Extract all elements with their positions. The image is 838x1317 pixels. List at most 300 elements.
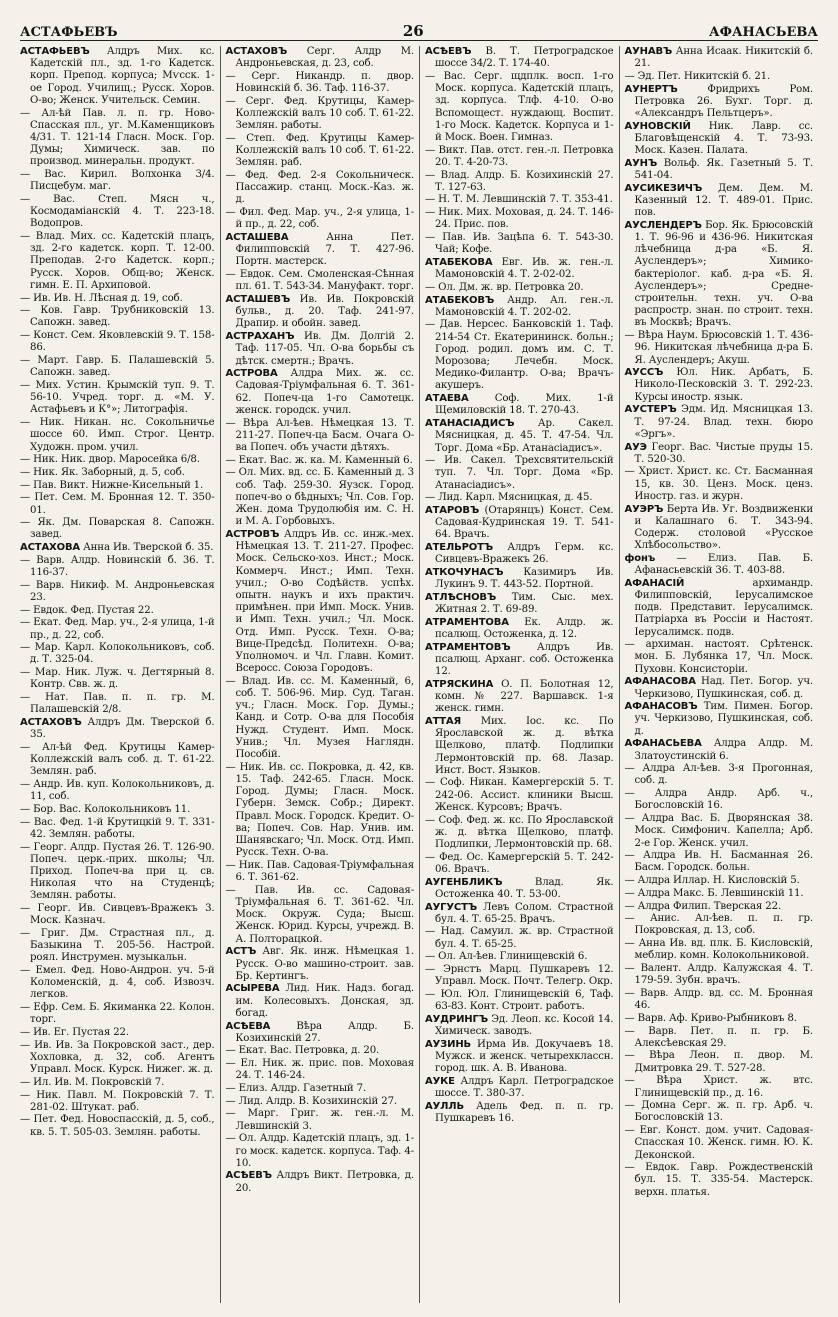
entry-text: Эдм. Ид. Мясницкая 13. Т. 97-24. Влад. техн. бюро «Эргъ».	[634, 404, 813, 440]
entry-text: Ал-ѣй Фед. Крутицы Камер-Коллежскій валъ соб. д. Т. 61-22. Землян. раб.	[30, 741, 215, 778]
entry-text: Евдок. Фед. Пустая 22.	[33, 604, 154, 616]
entry-text: Ник. Пав. Садовая-Тріумфальная 6. Т. 361-62.	[235, 859, 414, 884]
directory-entry	[226, 762, 415, 860]
entry-text: Юл. Юл. Глинищевскій 6, Таф. 63-83. Конт. Строит. работъ.	[435, 988, 614, 1013]
directory-entry	[20, 380, 215, 417]
entry-surname: АУСЛЕНДЕРЪ	[624, 219, 702, 231]
directory-entry	[625, 367, 814, 404]
entry-text: Пав. Ив. сс. Садовая-Тріумфальная 6. Т. 361-62. Чл. Моск. Окруж. Суда; Высш. Женск. Юрид. Курсы, учрежд. В. А. Полторацкой.	[235, 884, 414, 945]
entry-text: Евдок. Сем. Смоленская-Сѣнная пл. 61. Т. 543-34. Мануфакт. торг.	[235, 269, 414, 293]
directory-entry	[425, 902, 614, 926]
entry-text: Ив. Ег. Пустая 22.	[33, 1027, 129, 1039]
entry-text: Берта Ив. Уг. Воздвиженки и Калашнаго 6. Т. 343-94. Содерж. столовой «Русское Хлѣбосольство».	[634, 503, 813, 552]
directory-entry	[226, 170, 415, 207]
entry-text: Дав. Нерсес. Банковскій 1. Таф. 214-54 Ст. Екатерининск. больн.; Город. родил. домъ им. С. Т. Морозова; Лечебн. Моск. Медико-Филантр. О-ва; Врачъ-акушеръ.	[435, 319, 614, 392]
entry-surname: АФАНАСОВА	[624, 676, 696, 688]
directory-entry	[226, 1045, 415, 1057]
entry-text: Соф. Фед. ж. кс. По Ярославской ж. д. вѣтка Щелково, платф. Подлипки, Лермонтовскій пр. 68.	[435, 814, 614, 850]
directory-entry	[20, 605, 215, 617]
directory-entry	[20, 108, 215, 169]
directory-entry	[20, 46, 215, 107]
entry-text: Вѣра Ал-ѣев. Нѣмецкая 13. Т. 211-27. Попеч-ца Басм. Очага О-ва Попеч. объ участи дѣтяхъ.	[235, 417, 414, 453]
entry-text: Георг. Ив. Сивцевъ-Вражекъ 3. Моск. Казнач.	[30, 903, 215, 927]
entry-text: Пет. Фед. Новоспасскій, д. 5, соб., кв. 5. Т. 505-03. Землян. работы.	[30, 1114, 215, 1138]
directory-entry	[425, 492, 614, 504]
entry-surname: АФАНАСІЙ	[624, 577, 685, 589]
directory-entry	[425, 951, 614, 963]
directory-entry	[425, 1076, 614, 1100]
entry-surname: АСТРОВА	[225, 368, 278, 380]
entry-text: (Отарянцъ) Конст. Сем. Садовая-Кудринская 19. Т. 541-64. Врачъ.	[435, 505, 614, 541]
directory-entry	[425, 170, 614, 194]
entry-text: Алдра Алдр. М. Златоустинскій 6.	[634, 738, 813, 762]
entry-text: Мих. Іос. кс. По Ярославской ж. д. вѣтка Щелково, платф. Подлипки Лермонтовскій пр. 68. Лазар. Инст. Вост. Языков.	[435, 715, 614, 776]
entry-text: Ел. Ник. ж. прис. пов. Моховая 24. Т. 146-24.	[235, 1058, 414, 1082]
directory-entry	[20, 355, 215, 379]
directory-entry	[425, 295, 614, 319]
directory-entry	[625, 676, 814, 700]
directory-entry	[625, 71, 814, 83]
entry-surname: АТРЯСКИНА	[425, 678, 494, 690]
entry-text: Анна Ив. вд. плк. Б. Кисловскій, меблир. комн. Колокольниковой.	[634, 938, 813, 962]
directory-entry	[625, 813, 814, 850]
entry-surname: АТЛѢСНОВЪ	[425, 591, 497, 603]
directory-entry	[625, 738, 814, 762]
entry-surname: АУНЪ	[624, 157, 658, 169]
entry-text: Григ. Дм. Страстная пл., д. Базыкина Т. 205-56. Настрой. роял. Инструмен. музыкальн.	[30, 927, 215, 964]
entry-text: архимандр. Филипповскій, Іерусалимское подв. Представит. Іерусалимск. Патріарха въ Россіи и Настоят. Іерусалимск. подв.	[634, 577, 813, 638]
directory-entry	[20, 779, 215, 803]
directory-entry	[625, 220, 814, 330]
directory-entry	[226, 455, 415, 467]
entry-text: Ник. Мих. Моховая, д. 24. Т. 146-24. Прис. пов.	[435, 207, 614, 231]
entry-surname: АСТАХОВЪ	[225, 46, 288, 57]
entry-surname: АФАНАСЬЕВА	[624, 738, 702, 750]
directory-entry	[226, 133, 415, 170]
entry-text: Алдра Андр. Арб. ч., Богословскій 16.	[634, 788, 813, 812]
directory-entry	[425, 393, 614, 417]
directory-entry	[625, 1026, 814, 1050]
column-2	[220, 46, 420, 1303]
entry-text: Алдръ Ив. сс. инж.-мех. Нѣмецкая 13. Т. 211-27. Профес. Моск. Сельско-хоз. Инст.; Моск. Коммерч. Инст.; Имп. Техн. учил.; О-во Содѣйств. успѣх. опытн. наукъ и ихъ практич. примѣнен. при Имп. Моск. Унив. и Имп. Техн. учил.; Чл. Моск. Отд. Имп. Русск. Техн. О-ва; Вице-Предсѣд. Политехн. О-ва; Уполномоч. и Чл. Главн. Комит. Всеросс. Союза Городовъ.	[235, 528, 414, 675]
directory-entry	[625, 442, 814, 466]
entry-text: Ив. Ив. Покровскій бульв., д. 20. Таф. 241-97. Драпир. и обойн. завед.	[235, 294, 414, 330]
entry-surname: АТТАЯ	[425, 715, 462, 727]
directory-entry	[20, 1027, 215, 1039]
entry-text: Эрнстъ Марц. Пушкаревъ 12. Управл. Моск. Почт. Телегр. Окр.	[435, 964, 614, 988]
directory-entry	[226, 1170, 415, 1194]
entry-text: Конст. Сем. Яковлевскій 9. Т. 158-86.	[30, 330, 215, 354]
entry-text: Алдра Мих. ж. сс. Садовая-Тріумфальная 6. Т. 361-62. Попеч-ца 1-го Самотецк. женск. городск. учил.	[235, 368, 414, 416]
entry-surname: АТАРОВЪ	[425, 505, 480, 517]
directory-entry	[425, 282, 614, 294]
entry-text: Алдръ Герм. кс. Сивцевъ-Вражекъ 26.	[435, 542, 614, 566]
directory-entry	[20, 667, 215, 691]
page-header	[20, 18, 818, 41]
directory-entry	[20, 903, 215, 927]
entry-surname: АСТАШЕВА	[225, 232, 289, 244]
entry-text: Лид. Карл. Мясницкая, д. 45.	[438, 492, 593, 504]
directory-entry	[625, 913, 814, 937]
entry-text: Левъ Солом. Страстной бул. 4. Т. 65-25. Врачъ.	[435, 901, 614, 925]
entry-text: Ник. Ник. двор. Маросейка 6/8.	[33, 454, 200, 466]
entry-text: Фил. Фед. Мар. уч., 2-я улица, 1-й пр., д. 22, соб.	[235, 207, 414, 231]
directory-entry	[20, 642, 215, 666]
entry-text: Эд. Леоп. кс. Косой 14. Химическ. заводъ.	[435, 1013, 614, 1038]
entry-text: Алдра Ив. Н. Басманная 26. Басм. Городск. больн.	[634, 850, 813, 874]
entry-surname: фонъ	[624, 552, 656, 564]
entry-surname: АУДРИНГЪ	[425, 1013, 488, 1025]
directory-entry	[20, 692, 215, 716]
entry-text: Марг. Григ. ж. ген.-л. М. Левшинскій 3.	[235, 1108, 414, 1132]
entry-text: Ив. Сакел. Трехсвятительскій туп. 7. Чл. Торг. Дома «Бр. Атанасіадисъ».	[435, 455, 614, 491]
entry-surname: АУСТЕРЪ	[624, 404, 677, 416]
directory-entry	[625, 639, 814, 676]
directory-entry	[625, 121, 814, 158]
entry-text: Казимиръ Ив. Лукинъ 9. Т. 443-52. Портной.	[435, 567, 614, 591]
entry-surname: АТРАМЕНТОВЪ	[425, 641, 511, 653]
directory-entry	[625, 938, 814, 962]
header-right-running-head: АФАНАСЬЕВА	[709, 25, 818, 40]
entry-surname: АСТАХОВА	[20, 542, 81, 554]
directory-entry	[625, 850, 814, 874]
directory-entry	[625, 158, 814, 182]
directory-entry	[20, 617, 215, 641]
text-columns	[20, 46, 818, 1303]
directory-entry	[226, 1083, 415, 1095]
entry-surname: АУНАВЪ	[624, 46, 673, 57]
entry-surname: АСЫРЕВА	[225, 983, 280, 995]
entry-surname: АСѢЕВА	[225, 1020, 271, 1032]
directory-entry	[20, 417, 215, 454]
entry-text: Валент. Алдр. Калужская 4. Т. 179-59. Зубн. врачъ.	[634, 963, 813, 987]
entry-text: Викт. Пав. отст. ген.-л. Петровка 20. Т. 4-20-73.	[435, 144, 614, 168]
entry-text: Серг. Никандр. п. двор. Новинскій б. 36. Таф. 116-37.	[235, 70, 414, 95]
directory-entry	[226, 46, 415, 70]
directory-entry	[226, 71, 415, 95]
directory-entry	[425, 989, 614, 1013]
entry-surname: АТЕЛЬРОТЪ	[425, 542, 494, 554]
directory-entry	[425, 777, 614, 814]
entry-surname: АУГЕНБЛИКЪ	[425, 876, 503, 888]
entry-surname: АСТЪ	[225, 946, 257, 958]
entry-surname: АУССЪ	[624, 367, 664, 379]
entry-text: Ек. Алдр. ж. псалющ. Остоженка, д. 12.	[435, 616, 614, 641]
directory-entry	[625, 1075, 814, 1099]
directory-entry	[226, 860, 415, 884]
directory-entry	[625, 1100, 814, 1124]
directory-entry	[20, 305, 215, 329]
entry-text: Анна Пет. Филипповскій 7. Т. 427-96. Портн. мастерск.	[235, 232, 414, 268]
directory-entry	[20, 1114, 215, 1138]
directory-entry	[425, 542, 614, 566]
entry-text: Алдра Макс. Б. Левшинскій 11.	[637, 887, 804, 899]
entry-text: Георг. Вас. Чистые пруды 15. Т. 520-30.	[634, 441, 813, 465]
entry-surname: АСТРАХАНЪ	[225, 331, 295, 343]
entry-surname: АУЗИНЬ	[425, 1038, 472, 1050]
directory-entry	[20, 1090, 215, 1114]
entry-text: Анна Ив. Тверской б. 35.	[80, 542, 214, 554]
directory-entry	[226, 1058, 415, 1082]
entry-text: Влад. Ив. сс. М. Каменный, 6, соб. Т. 506-96. Мир. Суд. Таган. уч.; Гласн. Моск. Гор. Думы.; Канд. и Сотр. О-ва для Пособія Нужд. Студент. Имп. Моск. Унив.; Чл. Музея Наглядн. Пособій.	[235, 675, 414, 761]
directory-entry	[20, 454, 215, 466]
entry-text: Авг. Як. инж. Нѣмецкая 1. Русск. О-во машино-строит. зав. Бр. Кертингъ.	[235, 946, 414, 982]
entry-text: Дем. Дем. М. Казенный 12. Т. 489-01. Прис. пов.	[634, 182, 813, 219]
entry-text: Вас. Фед. 1-й Крутицкій 9. Т. 331-42. Землян. работы.	[30, 816, 215, 840]
entry-text: Вас. Серг. щдплк. восп. 1-го Моск. корпуса. Кадетскій плацъ, зд. корпуса. Тлф. 4-10. О-во Вспомощест. нуждающ. Воспит. 1-го Моск. Кадетск. Корпуса и 1-й Моск. Воен. Гимназ.	[435, 70, 614, 143]
entry-text: Степ. Фед. Крутицы Камер-Коллежскій валъ 10 соб. Т. 61-22. Землян. раб.	[235, 132, 414, 169]
entry-text: Адель Фед. п. п. гр. Пушкаревъ 16.	[435, 1100, 614, 1124]
directory-entry	[226, 294, 415, 331]
directory-entry	[226, 467, 415, 528]
entry-text: Соф. Никан. Камергерскій 5. Т. 242-06. Ассист. клиники Высш. Женск. Курсовъ; Врачъ.	[435, 777, 614, 813]
entry-surname: АУНЕРТЪ	[624, 83, 678, 95]
entry-text: Тим. Пимен. Богор. уч. Черкизово, Пушкинская, соб. д.	[634, 701, 813, 737]
directory-entry	[226, 885, 415, 946]
entry-text: Екат. Вас. Петровка, д. 20.	[238, 1045, 380, 1057]
directory-entry	[226, 983, 415, 1020]
entry-text: Влад. Алдр. Б. Козихинскій 27. Т. 127-63.	[435, 169, 614, 193]
entry-text: Пав. Викт. Нижне-Кисельный 1.	[33, 479, 204, 491]
directory-entry	[425, 505, 614, 542]
entry-text: Вас. Кирил. Волхонка 3/4. Писцебум. маг.	[30, 169, 215, 193]
entry-text: Март. Гавр. Б. Палашевскій 5. Сапожн. завед.	[30, 355, 215, 379]
entry-text: Ник. Никан. нс. Сокольничье шоссе 60. Имп. Строг. Центр. Художн. пром. учил.	[30, 417, 215, 453]
directory-entry	[425, 145, 614, 169]
entry-text: Евдок. Гавр. Рождественскій бул. 15. Т. 335-54. Мастерск. верхн. платья.	[634, 1162, 813, 1198]
directory-entry	[625, 1050, 814, 1074]
entry-surname: АТАБЕКОВА	[425, 256, 493, 268]
entry-text: Фридрихъ Ром. Петровка 26. Бухг. Торг. д. «Александръ Пельтцеръ».	[634, 83, 813, 120]
entry-text: Бор. Вас. Колокольниковъ 11.	[33, 803, 191, 815]
entry-surname: АТКОЧУНАСЪ	[425, 567, 504, 579]
directory-entry	[226, 418, 415, 455]
entry-text: Нат. Пав. п. п. гр. М. Палашевскій 2/8.	[30, 692, 215, 716]
directory-entry	[625, 553, 814, 577]
directory-entry	[20, 169, 215, 193]
directory-entry	[425, 207, 614, 231]
directory-entry	[625, 330, 814, 367]
entry-text: Над. Самуил. ж. вр. Страстной бул. 4. Т. 65-25.	[435, 926, 614, 950]
directory-entry	[20, 1040, 215, 1077]
directory-entry	[226, 331, 415, 368]
entry-surname: АУСИКЕЗИЧЪ	[624, 182, 703, 194]
entry-text: Андр. Ив. куп. Колокольниковъ, д. 11, соб.	[30, 778, 215, 803]
entry-text: Евг. Конст. дом. учит. Садовая-Спасская 10. Женск. гимн. Ю. К. Деконской.	[634, 1125, 813, 1161]
directory-entry	[425, 567, 614, 591]
directory-entry	[425, 592, 614, 616]
entry-text: Домна Серг. ж. п. гр. Арб. ч. Богословскій 13.	[634, 1100, 813, 1124]
directory-entry	[625, 84, 814, 121]
directory-entry	[425, 852, 614, 876]
entry-text: Екат. Фед. Мар. уч., 2-я улица, 1-й пр., д. 22, соб.	[30, 617, 215, 641]
directory-entry	[425, 642, 614, 679]
directory-entry	[425, 455, 614, 492]
entry-surname: АУЛЛЬ	[425, 1100, 464, 1112]
directory-entry	[20, 555, 215, 579]
directory-entry	[625, 504, 814, 553]
directory-entry	[425, 964, 614, 988]
directory-entry	[625, 404, 814, 441]
directory-entry	[20, 842, 215, 903]
directory-entry	[625, 701, 814, 738]
entry-surname: АТРАМЕНТОВА	[425, 616, 509, 628]
directory-entry	[625, 888, 814, 900]
entry-surname: АУКЕ	[425, 1075, 455, 1087]
entry-surname: АТАНАСІАДИСЪ	[425, 418, 515, 430]
directory-entry	[226, 1021, 415, 1045]
directory-entry	[226, 1096, 415, 1108]
entry-text: Як. Дм. Поварская 8. Сапожн. завед.	[30, 517, 215, 541]
entry-text: Ол. Дм. ж. вр. Петровка 20.	[438, 281, 584, 293]
entry-text: Ник. Павл. М. Покровскій 7. Т. 281-02. Штукат. раб.	[30, 1089, 215, 1113]
directory-entry	[425, 194, 614, 206]
entry-text: Вѣра Христ. ж. втс. Глинищевскій пр., д. 16.	[634, 1075, 813, 1099]
entry-text: Ол. Алдр. Кадетскій плацъ, зд. 1-го моск. кадетск. корпуса. Таф. 4-10.	[235, 1133, 414, 1169]
entry-text: Христ. Христ. кс. Ст. Басманная 15, кв. 30. Ценз. Моск. ценз. Иностр. газ. и журн.	[634, 466, 813, 502]
directory-entry	[20, 492, 215, 516]
entry-text: Алдръ Карл. Петроградское шоссе. Т. 380-37.	[435, 1075, 614, 1100]
header-left-running-head: АСТАФЬЕВЪ	[20, 25, 118, 40]
entry-text: Ник. Лавр. сс. Благовѣщенскій 4. Т. 73-93. Моск. Казен. Палата.	[634, 120, 813, 157]
entry-surname: АУЭРЪ	[624, 503, 664, 515]
entry-text: Алдръ Викт. Петровка, д. 20.	[235, 1170, 414, 1194]
entry-text: Ил. Ив. М. Покровскій 7.	[33, 1076, 165, 1088]
entry-text: Ков. Гавр. Трубниковскій 13. Сапожн. завед.	[30, 305, 215, 329]
entry-text: Серг. Алдр М. Андроньевская, д. 23, соб.	[235, 46, 414, 70]
directory-entry	[625, 988, 814, 1012]
directory-entry	[226, 1108, 415, 1132]
entry-text: Мар. Ник. Луж. ч. Дегтярный 8. Контр. Свв. ж. д.	[30, 667, 215, 691]
entry-text: Ирма Ив. Докучаевъ 18. Мужск. и женск. четырехклассн. город. шк. А. В. Иванова.	[435, 1038, 614, 1075]
entry-text: Влад. Мих. сс. Кадетскій плацъ, зд. 2-го кадетск. корп. Т. 12-00. Преподав. 2-го Кадетск. корп.; Русск. Хоров. Общ-во; Женск. гимн. Е. П. Архиповой.	[30, 231, 215, 291]
directory-entry	[425, 71, 614, 144]
entry-text: Алдръ Дм. Тверской б. 35.	[30, 716, 215, 741]
directory-entry	[226, 676, 415, 761]
entry-text: В. Т. Петроградское шоссе 34/2. Т. 174-40.	[435, 46, 614, 70]
entry-text: — Елиз. Пав. Б. Афанасьевскій 36. Т. 403-88.	[634, 552, 813, 577]
directory-entry	[625, 788, 814, 812]
directory-entry	[226, 946, 415, 983]
entry-surname: АУЭ	[624, 441, 647, 453]
directory-entry	[20, 817, 215, 841]
directory-entry	[625, 763, 814, 787]
entry-text: Алдра Ал-ѣев. 3-я Прогонная, соб. д.	[634, 763, 813, 787]
directory-entry	[625, 901, 814, 913]
entry-text: Андр. Ал. ген.-л. Мамоновскій 4. Т. 202-02.	[435, 294, 614, 318]
entry-text: Ив. Ив. За Покровской заст., дер. Хохловка, д. 32, соб. Агентъ Управл. Моск. Курск. Нижег. ж. д.	[30, 1039, 215, 1076]
directory-entry	[20, 928, 215, 965]
directory-entry	[226, 1133, 415, 1170]
entry-text: Мар. Карл. Колокольниковъ, соб. д. Т. 325-04.	[30, 642, 215, 666]
entry-surname: АСТАШЕВЪ	[225, 294, 291, 306]
entry-text: Лид. Ник. Надз. богад. им. Колесовыхъ. Донская, зд. богад.	[235, 983, 414, 1019]
column-1	[20, 46, 220, 1303]
directory-entry	[625, 183, 814, 220]
entry-text: Тим. Сыс. мех. Житная 2. Т. 69-89.	[435, 591, 614, 616]
directory-entry	[20, 293, 215, 305]
entry-text: Анис. Ал-ѣев. п. п. гр. Покровская, д. 13, соб.	[634, 913, 813, 937]
directory-entry	[226, 232, 415, 269]
directory-entry	[425, 257, 614, 281]
directory-entry	[20, 330, 215, 354]
directory-entry	[625, 466, 814, 503]
directory-entry	[625, 46, 814, 70]
entry-surname: АУНОВСКІЙ	[624, 120, 691, 132]
entry-surname: АСТАХОВЪ	[20, 716, 82, 728]
entry-surname: АСѢЕВЪ	[425, 46, 472, 57]
directory-entry	[226, 529, 415, 675]
directory-entry	[20, 542, 215, 554]
directory-entry	[20, 717, 215, 741]
entry-surname: АСТАФЬЕВЪ	[20, 46, 90, 57]
entry-text: Фед. Ос. Камергерскій 5. Т. 242-06. Врачъ.	[435, 851, 614, 875]
directory-entry	[20, 1077, 215, 1089]
directory-entry	[20, 1002, 215, 1026]
entry-text: Ефр. Сем. Б. Якиманка 22. Колон. торг.	[30, 1002, 215, 1026]
directory-entry	[425, 877, 614, 901]
entry-text: Георг. Алдр. Пустая 26. Т. 126-90. Попеч. церк.-прих. школы; Чл. Приход. Попеч-ва при ц. св. Николая что на Студенцѣ; Землян. работы.	[30, 841, 215, 902]
entry-text: Ар. Сакел. Мясницкая, д. 45. Т. 47-54. Чл. Торг. Дома «Бр. Атанасіадисъ».	[435, 418, 614, 454]
entry-text: Варв. Алдр. вд. сс. М. Бронная 46.	[634, 987, 813, 1012]
entry-text: Евг. Ив. ж. ген.-л. Мамоновскій 4. Т. 2-02-02.	[435, 256, 614, 281]
directory-entry	[226, 96, 415, 133]
entry-text: Емел. Фед. Ново-Андрон. уч. 5-й Коломенскій, д. 4, соб. Извозч. легков.	[30, 965, 215, 1001]
entry-text: Соф. Мих. 1-й Щемиловскій 18. Т. 270-43.	[435, 393, 614, 417]
directory-entry	[20, 480, 215, 492]
directory-entry	[20, 231, 215, 292]
directory-entry	[425, 815, 614, 852]
directory-entry	[425, 46, 614, 70]
entry-text: Варв. Пет. п. п. гр. Б. Алексѣевская 29.	[634, 1025, 813, 1049]
directory-entry	[20, 804, 215, 816]
entry-text: Варв. Аф. Криво-Рыбниковъ 8.	[637, 1012, 797, 1024]
directory-entry	[625, 1013, 814, 1025]
entry-text: Алдра Вас. Б. Дворянская 38. Моск. Симфонич. Капелла; Арб. 2-е Гор. Женск. учил.	[634, 813, 813, 849]
directory-entry	[425, 232, 614, 256]
entry-surname: АТАБЕКОВЪ	[425, 294, 495, 306]
entry-text: Анна Исаак. Никитскій б. 21.	[634, 46, 813, 70]
entry-text: Пав. Ив. Зацѣпа 6. Т. 543-30. Чай; Кофе.	[435, 232, 614, 256]
entry-text: Бор. Як. Брюсовскій 1. Т. 96-96 и 436-96. Никитская лѣчебница д-ра «Б. Я. Ауслендеръ»; Химико-бактеріолог. каб. д-ра «Б. Я. Ауслендеръ»; Средне-строительн. техн. уч. О-ва распростр. знан. по строит. техн. въ Москвѣ; Врачъ.	[634, 219, 813, 329]
entry-text: Ив. Дм. Долгій 2. Таф. 117-05. Чл. О-ва борьбы съ дѣтск. смертн.; Врачъ.	[235, 331, 414, 367]
directory-entry	[226, 207, 415, 231]
entry-surname: АТАЕВА	[425, 393, 469, 405]
directory-entry	[625, 1162, 814, 1199]
directory-entry	[20, 517, 215, 541]
directory-entry	[20, 742, 215, 779]
entry-text: Ал-ѣй Пав. л. п. гр. Ново-Спасская пл., уг. М.Каменщиковъ 4/31. Т. 121-14 Гласн. Моск. Гор. Думы; Химическ. зав. по производ. минеральн. продукт.	[30, 107, 215, 168]
entry-text: Алдра Иллар. Н. Кисловскій 5.	[637, 875, 800, 887]
entry-text: Алдра Филип. Тверская 22.	[637, 900, 782, 912]
directory-entry	[425, 1039, 614, 1076]
entry-text: Алдръ Мих. кс. Кадетскій пл., зд. 1-го Кадетск. корп. Препод. корпуса; Мѵсск. 1-ое Город. Училищ.; Русск. Хоров. О-во; Женск. Учительск. Семин.	[30, 46, 215, 106]
entry-text: Эд. Пет. Никитскій б. 21.	[637, 70, 771, 82]
entry-surname: АУГУСТЪ	[425, 901, 478, 913]
directory-entry	[425, 716, 614, 777]
entry-text: Вѣра Наум. Брюсовскій 1. Т. 436-96. Никитская лѣчебница д-ра Б. Я. Ауслендеръ; Акуш.	[634, 330, 813, 366]
directory-entry	[425, 418, 614, 455]
entry-text: Влад. Як. Остоженка 40. Т. 53-00.	[435, 876, 614, 900]
directory-entry	[20, 467, 215, 479]
entry-text: Вѣра Леон. п. двор. М. Дмитровка 29. Т. 527-28.	[634, 1050, 813, 1074]
entry-text: Варв. Алдр. Новинскій б. 36. Т. 116-37.	[30, 554, 215, 579]
entry-text: Ник. Як. Заборный, д. 5, соб.	[33, 466, 185, 478]
directory-entry	[425, 679, 614, 716]
entry-surname: АСѢЕВЪ	[225, 1170, 272, 1182]
directory-entry	[425, 1014, 614, 1038]
directory-entry	[425, 1101, 614, 1125]
